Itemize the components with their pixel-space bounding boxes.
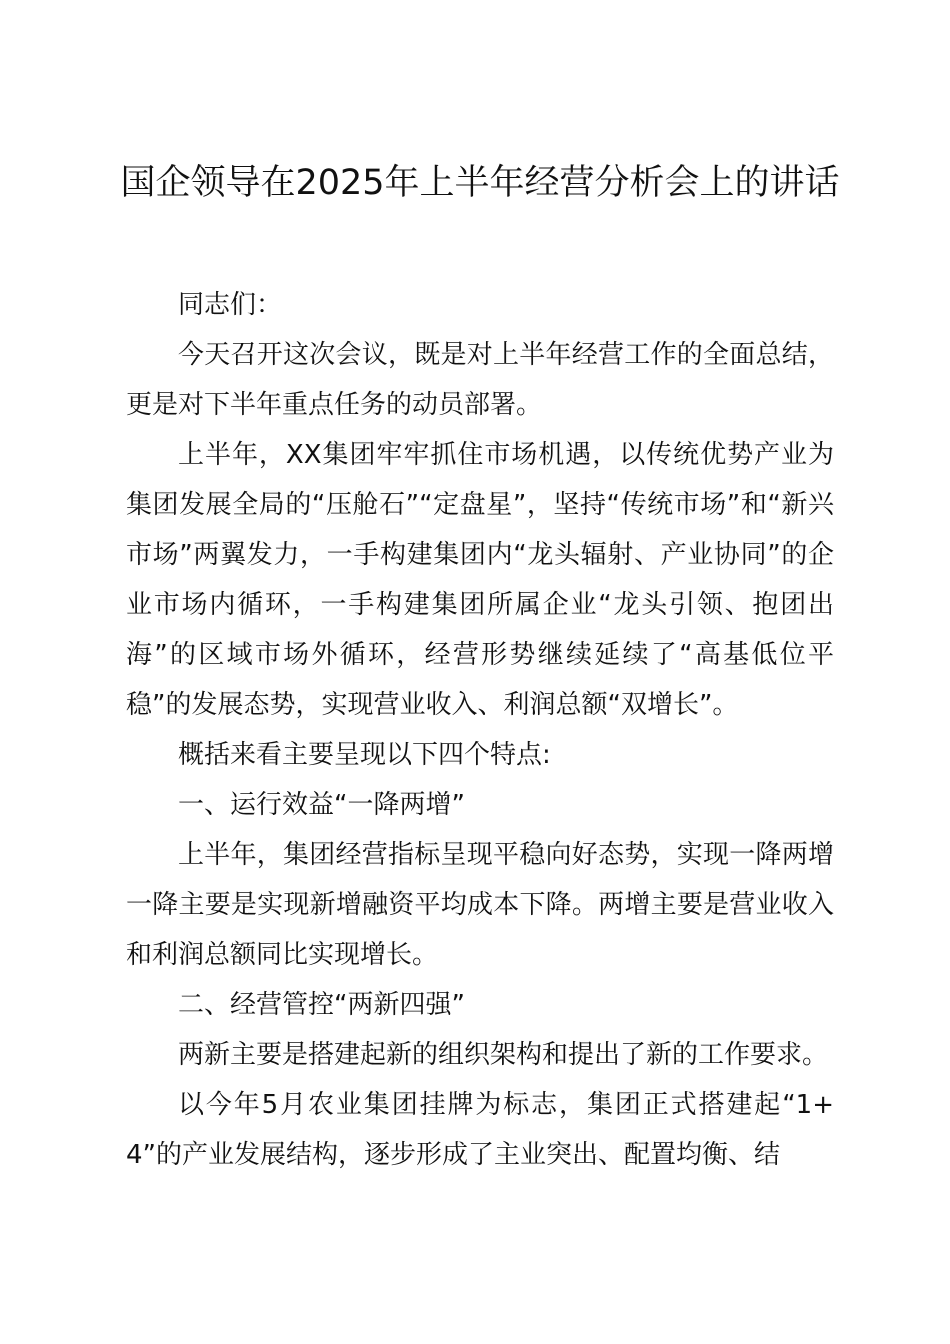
features-intro-paragraph: 概括来看主要呈现以下四个特点: <box>178 740 551 770</box>
salutation-paragraph: 同志们： <box>178 290 283 320</box>
document-title: 国企领导在2025年上半年经营分析会上的讲话 <box>120 163 840 203</box>
section-2-paragraph: 两新主要是搭建起新的组织架构和提出了新的工作要求。 <box>178 1040 829 1070</box>
intro-paragraph: 今天召开这次会议，既是对上半年经营工作的全面总结，更是对下半年重点任务的动员部署。 <box>126 340 834 420</box>
section-2-detail-paragraph: 以今年5月农业集团挂牌为标志，集团正式搭建起“1+4”的产业发展结构，逐步形成了主业突出、配置均衡、结 <box>126 1090 834 1170</box>
section-1-paragraph: 上半年，集团经营指标呈现平稳向好态势，实现一降两增一降主要是实现新增融资平均成本下降。两增主要是营业收入和利润总额同比实现增长。 <box>126 840 834 970</box>
section-heading-2: 二、经营管控“两新四强” <box>178 990 465 1020</box>
document-body <box>126 280 834 1180</box>
section-heading-1: 一、运行效益“一降两增” <box>178 790 465 820</box>
first-half-summary-paragraph: 上半年，XX集团牢牢抓住市场机遇，以传统优势产业为集团发展全局的“压舱石”“定盘星”，坚持“传统市场”和“新兴市场”两翼发力，一手构建集团内“龙头辐射、产业协同”的企业市场内循环，一手构建集团所属企业“龙头引领、抱团出海”的区域市场外循环，经营形势继续延续了“高基低位平稳”的发展态势，实现营业收入、利润总额“双增长”。 <box>126 440 834 720</box>
